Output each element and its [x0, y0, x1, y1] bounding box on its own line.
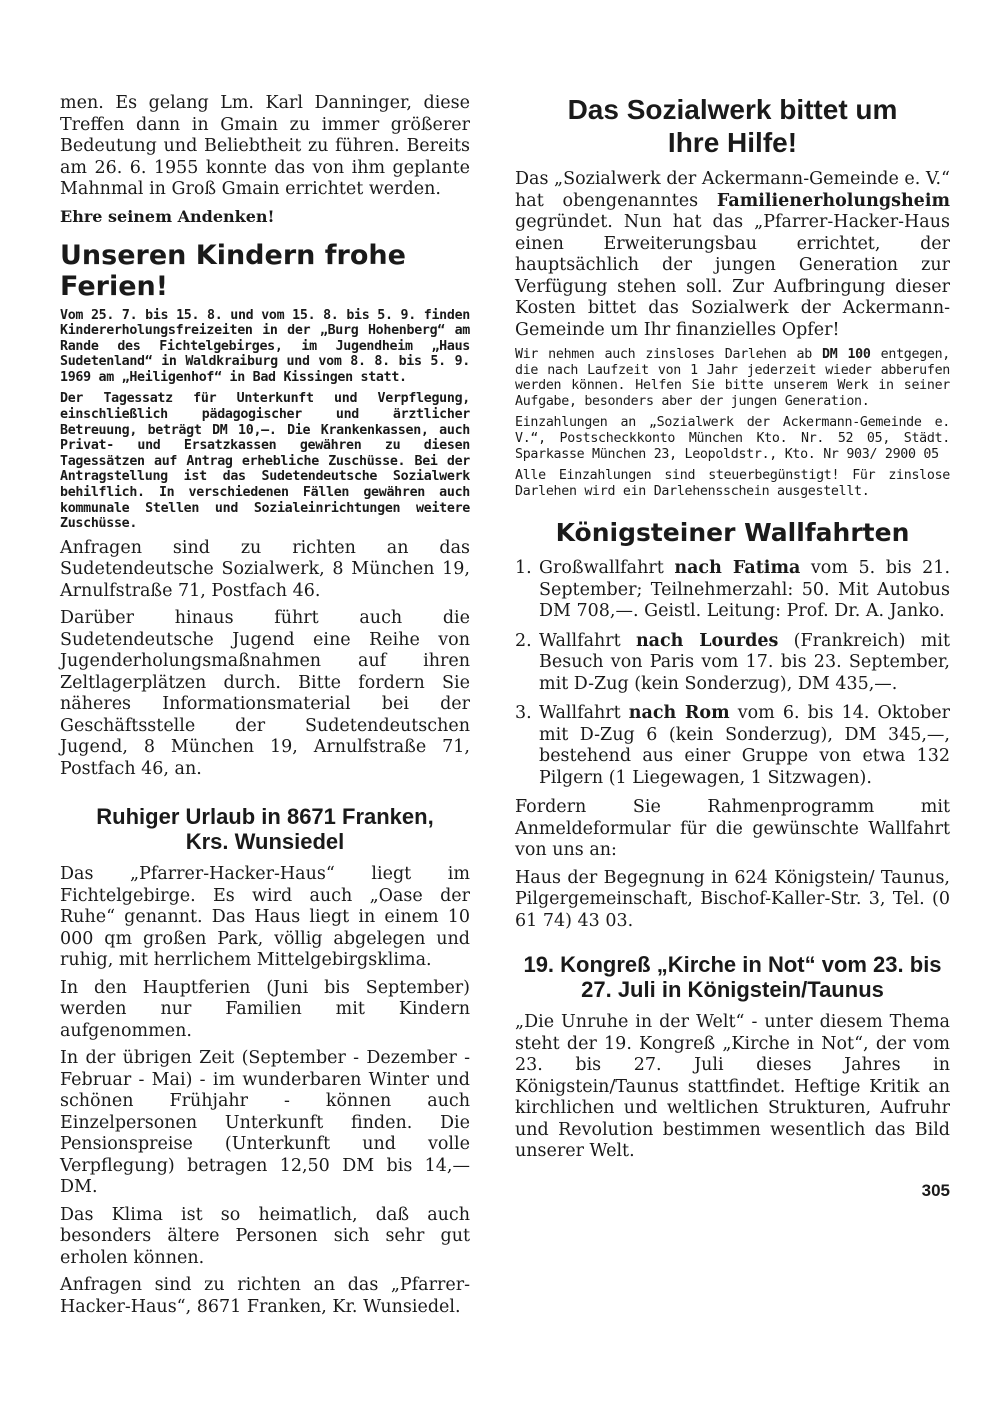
heading-kongress	[515, 952, 950, 1002]
small-paragraph-dates: Vom 25. 7. bis 15. 8. und vom 15. 8. bis 5. 9. finden Kindererholungsfreizeiten in der „Burg Hohenberg“ am Rande des Fichtelgebirges, im Jugendheim „Haus Sudetenland“ in Waldkraiburg und vom 8. 8. bis 5. 9. 1969 am „Heiligenhof“ in Bad Kissingen statt.	[60, 307, 470, 385]
left-column	[60, 93, 470, 1324]
small-paragraph-steuer: Alle Einzahlungen sind steuerbegünstigt! Für zinslose Darlehen wird ein Darlehensschein ausgestellt.	[515, 468, 950, 499]
item-text: Wallfahrt nach Rom vom 6. bis 14. Oktober mit D-Zug 6 (kein Sonderzug), DM 345,—, bestehend aus einer Gruppe von etwa 132 Pilgern (1 Liegewagen, 1 Sitzwagen).	[539, 703, 950, 788]
bold-text: DM 100	[821, 347, 871, 362]
heading-wallfahrten: Königsteiner Wallfahrten	[555, 518, 910, 548]
list-item	[515, 631, 950, 696]
list-item	[515, 703, 950, 789]
paragraph-jugend: Darüber hinaus führt auch die Sudetendeutsche Jugend eine Reihe von Jugenderholungsmaßnahmen auf ihren Zeltlagerplätzen durch. Bitte fordern Sie näheres Informationsmaterial bei der Geschäftsstelle der Sudetendeutschen Jugend, 8 München 19, Arnulfstraße 71, Postfach 46, an.	[60, 608, 470, 779]
small-paragraph-darlehen	[515, 347, 950, 409]
right-column	[515, 93, 950, 1207]
small-paragraph-tagessatz: Der Tagessatz für Unterkunft und Verpflegung, einschließlich pädagogischer und ärztlicher Betreuung, beträgt DM 10,—. Die Krankenkassen, auch Privat- und Ersatzkassen gewähren zu diesen Tagessätzen auf Antrag erhebliche Zuschüsse. Bei der Antragstellung ist das Sudetendeutsche Sozialwerk behilflich. In verschiedenen Fällen gewähren auch kommunale Stellen und Sozialeinrichtungen weitere Zuschüsse.	[60, 391, 470, 532]
heading-ferien: Unseren Kindern frohe Ferien!	[60, 239, 406, 302]
list-item	[515, 558, 950, 623]
heading-kongress-line1: 19. Kongreß „Kirche in Not“ vom 23. bis	[523, 952, 942, 978]
heading-urlaub-line1: Ruhiger Urlaub in 8671 Franken,	[96, 804, 434, 830]
paragraph-hauptferien: In den Hauptferien (Juni bis September) werden nur Familien mit Kindern aufgenommen.	[60, 977, 470, 1041]
heading-hilfe-line2: Ihre Hilfe!	[667, 127, 798, 158]
paragraph-sozialwerk	[515, 169, 950, 341]
page-number: 305	[921, 1180, 950, 1200]
paragraph-rahmenprogramm: Fordern Sie Rahmenprogramm mit Anmeldeformular für die gewünschte Wallfahrt von uns an:	[515, 797, 950, 861]
bold-text: Familienerholungsheim	[716, 190, 950, 211]
paragraph-kongress: „Die Unruhe in der Welt“ - unter diesem Thema steht der 19. Kongreß „Kirche in Not“, der vom 23. bis 27. Juli dieses Jahres in Königstein/Taunus stattfindet. Heftige Kritik an kirchlichen und weltlichen Strukturen, Aufruhr und Revolution bestimmen wesentlich das Bild unserer Welt.	[515, 1012, 950, 1162]
item-number: 2.	[515, 630, 532, 651]
text: Das „Sozialwerk der Ackermann-Gemeinde e. V.“ hat obengenanntes	[515, 169, 950, 211]
heading-urlaub-line2: Krs. Wunsiedel	[185, 829, 345, 855]
pilgrimage-list	[515, 558, 950, 789]
small-paragraph-einzahlungen: Einzahlungen an „Sozialwerk der Ackermann-Gemeinde e. V.“, Postscheckkonto München Kto. Nr. 52 05, Städt. Sparkasse München 23, Leopoldstr., Kto. Nr 903/ 2900 05	[515, 415, 950, 462]
heading-hilfe	[515, 93, 950, 159]
text: gegründet. Nun hat das „Pfarrer-Hacker-Haus einen Erweiterungsbau errichtet, der hauptsächlich der jungen Generation zur Verfügung stehen soll. Zur Aufbringung dieser Kosten bittet das Sozialwerk der Ackermann-Gemeinde um Ihr finanzielles Opfer!	[515, 212, 950, 340]
heading-kongress-line2: 27. Juli in Königstein/Taunus	[581, 977, 884, 1003]
heading-hilfe-line1: Das Sozialwerk bittet um	[567, 94, 898, 125]
heading-urlaub	[60, 804, 470, 854]
text: Wir nehmen auch zinsloses Darlehen ab	[515, 347, 822, 362]
paragraph-danninger: men. Es gelang Lm. Karl Danninger, diese Treffen dann in Gmain zu immer größerer Bedeutung und Beliebtheit zu führen. Bereits am 26. 6. 1955 konnte das von ihm geplante Mahnmal in Groß Gmain errichtet werden.	[60, 93, 470, 199]
paragraph-uebrige-zeit: In der übrigen Zeit (September - Dezember - Februar - Mai) - im wunderbaren Winter und schönen Frühjahr - können auch Einzelpersonen Unterkunft finden. Die Pensionspreise (Unterkunft und volle Verpflegung) betragen 12,50 DM bis 14,— DM.	[60, 1048, 470, 1198]
item-number: 1.	[515, 558, 532, 579]
paragraph-anfragen-haus: Anfragen sind zu richten an das „Pfarrer-Hacker-Haus“, 8671 Franken, Kr. Wunsiedel.	[60, 1275, 470, 1317]
paragraph-anfragen-sozialwerk: Anfragen sind zu richten an das Sudetendeutsche Sozialwerk, 8 München 19, Arnulfstraße 71, Postfach 46.	[60, 537, 470, 601]
text: entgegen, die nach Laufzeit von 1 Jahr jederzeit wieder abberufen werden können. Helfen Sie bitte unserem Werk in seiner Aufgabe, besonders aber der jungen Generation.	[515, 347, 951, 409]
item-text: Großwallfahrt nach Fatima vom 5. bis 21. September; Teilnehmerzahl: 50. Mit Autobus DM 708,—. Geistl. Leitung: Prof. Dr. A. Janko.	[539, 558, 951, 622]
item-number: 3.	[515, 703, 532, 724]
paragraph-klima: Das Klima ist so heimatlich, daß auch besonders ältere Personen sich sehr gut erholen können.	[60, 1204, 470, 1268]
paragraph-haus-begegnung: Haus der Begegnung in 624 Königstein/ Taunus, Pilgergemeinschaft, Bischof-Kaller-Str. 3, Tel. (0 61 74) 43 03.	[515, 867, 950, 931]
closing-line: Ehre seinem Andenken!	[60, 206, 275, 226]
item-text: Wallfahrt nach Lourdes (Frankreich) mit Besuch von Paris vom 17. bis 23. September, mit D-Zug (kein Sonderzug), DM 435,—.	[539, 630, 950, 694]
paragraph-pfarrer-hacker-haus: Das „Pfarrer-Hacker-Haus“ liegt im Fichtelgebirge. Es wird auch „Oase der Ruhe“ genannt. Das Haus liegt in einem 10 000 qm großen Park, völlig abgelegen und ruhig, mit herrlichem Mittelgebirgsklima.	[60, 864, 470, 971]
